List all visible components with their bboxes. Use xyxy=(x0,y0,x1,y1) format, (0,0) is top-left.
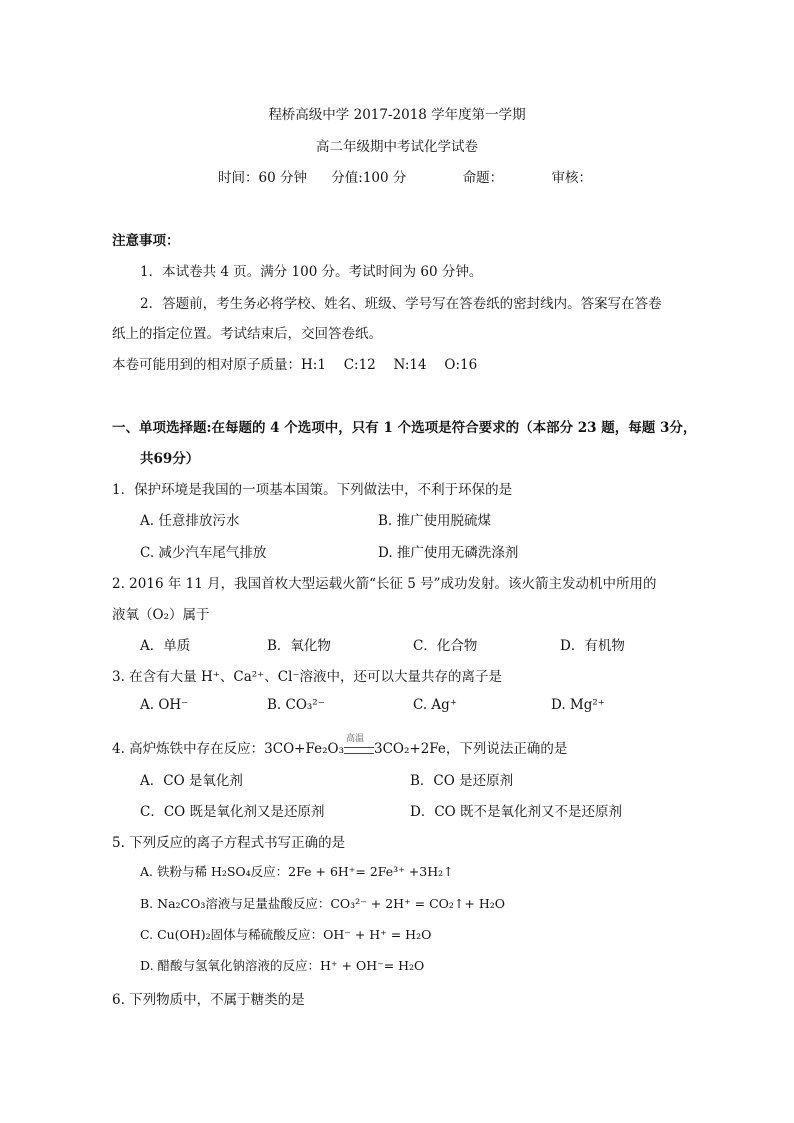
exam-reviewer: 审核： xyxy=(551,170,592,186)
notes-title: 注意事项： xyxy=(112,233,180,249)
q1-option-b: B. 推广使用脱硫煤 xyxy=(378,513,492,529)
q3-option-c: C. Ag⁺ xyxy=(413,697,457,713)
q1-option-c: C. 减少汽车尾气排放 xyxy=(140,545,267,561)
q4-option-c: C．CO 既是氧化剂又是还原剂 xyxy=(140,804,325,820)
equals-sign-icon xyxy=(344,747,374,754)
exam-time: 时间：60 分钟 xyxy=(218,170,307,186)
q3-option-d: D. Mg²⁺ xyxy=(551,697,605,713)
q2-option-c: C．化合物 xyxy=(413,638,478,654)
note-item-2-cont: 纸上的指定位置。考试结束后，交回答卷纸。 xyxy=(112,326,382,342)
exam-author: 命题： xyxy=(462,170,504,186)
note-item-2: 2．答题前，考生务必将学校、姓名、班级、学号写在答卷纸的密封线内。答案写在答卷 xyxy=(140,296,662,312)
q2-option-d: D．有机物 xyxy=(560,638,625,654)
exam-title: 高二年级期中考试化学试卷 xyxy=(316,139,478,155)
q5-option-a: A. 铁粉与稀 H₂SO₄反应：2Fe + 6H⁺= 2Fe³⁺ +3H₂↑ xyxy=(140,864,454,879)
q5-option-d: D. 醋酸与氢氧化钠溶液的反应：H⁺ + OH⁻= H₂O xyxy=(140,958,425,973)
section-1-title: 一、单项选择题:在每题的 4 个选项中，只有 1 个选项是符合要求的（本部分 23 题，每题 3分， xyxy=(112,420,697,436)
atomic-masses: 本卷可能用到的相对原子质量：H:1 C:12 N:14 O:16 xyxy=(112,357,478,373)
question-1-stem: 1．保护环境是我国的一项基本国策。下列做法中，不利于环保的是 xyxy=(112,482,513,498)
exam-school-term: 程桥高级中学 2017-2018 学年度第一学期 xyxy=(268,107,526,123)
exam-score: 分值:100 分 xyxy=(331,170,407,186)
question-5-stem: 5. 下列反应的离子方程式书写正确的是 xyxy=(112,835,346,851)
q3-option-a: A. OH⁻ xyxy=(140,697,189,713)
q3-option-b: B. CO₃²⁻ xyxy=(267,697,325,713)
q5-option-b: B. Na₂CO₃溶液与足量盐酸反应：CO₃²⁻ + 2H⁺ = CO₂↑+ H₂O xyxy=(140,896,505,911)
q4-stem-post: 3CO₂+2Fe，下列说法正确的是 xyxy=(373,741,568,757)
q5-option-c: C. Cu(OH)₂固体与稀硫酸反应：OH⁻ + H⁺ = H₂O xyxy=(140,927,432,942)
question-2-stem: 2. 2016 年 11 月，我国首枚大型运载火箭“长征 5 号”成功发射。该火箭主发动机中所用的 xyxy=(112,576,657,592)
section-1-title-cont: 共69分） xyxy=(140,451,200,467)
question-2-stem-cont: 液氧（O₂）属于 xyxy=(112,607,210,623)
q4-stem-pre: 4. 高炉炼铁中存在反应：3CO+Fe₂O₃ xyxy=(112,741,344,757)
q2-option-a: A．单质 xyxy=(140,638,191,654)
q4-option-a: A．CO 是氧化剂 xyxy=(140,773,243,789)
q4-option-b: B．CO 是还原剂 xyxy=(410,773,514,789)
reaction-condition: 高温 xyxy=(345,733,364,744)
question-6-stem: 6. 下列物质中，不属于糖类的是 xyxy=(112,992,305,1008)
q4-option-d: D．CO 既不是氧化剂又不是还原剂 xyxy=(410,804,623,820)
note-item-1: 1．本试卷共 4 页。满分 100 分。考试时间为 60 分钟。 xyxy=(140,264,483,280)
q1-option-d: D. 推广使用无磷洗涤剂 xyxy=(378,545,519,561)
q1-option-a: A. 任意排放污水 xyxy=(140,513,240,529)
question-3-stem: 3. 在含有大量 H⁺、Ca²⁺、Cl⁻溶液中，还可以大量共存的离子是 xyxy=(112,669,503,685)
q2-option-b: B．氧化物 xyxy=(267,638,331,654)
question-4-stem xyxy=(112,733,568,757)
reaction-arrow xyxy=(344,733,374,757)
exam-meta xyxy=(218,166,592,186)
